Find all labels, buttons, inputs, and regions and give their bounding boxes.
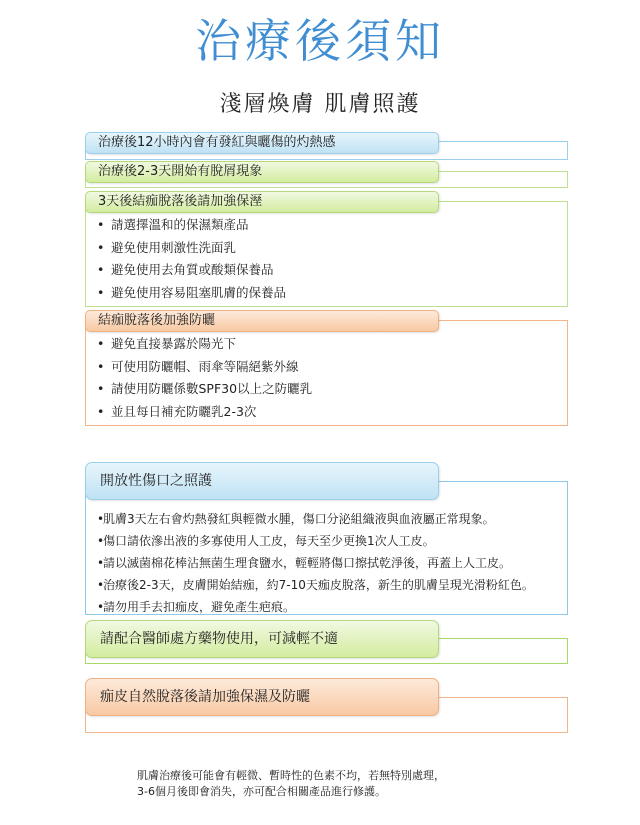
section-1-heading: 治療後12小時內會有發紅與曬傷的灼熱感 <box>85 132 439 154</box>
list-item: • 傷口請依滲出液的多寡使用人工皮，每天至少更換1次人工皮。 <box>97 530 534 552</box>
scab-care-note: 痂皮自然脫落後請加強保濕及防曬 <box>85 678 439 716</box>
footnote-line-1: 肌膚治療後可能會有輕微、暫時性的色素不均，若無特別處理， <box>137 769 445 782</box>
list-item: • 肌膚3天左右會灼熱發紅與輕微水腫，傷口分泌組織液與血液屬正常現象。 <box>97 508 534 530</box>
page-title: 治療後須知 <box>195 14 445 68</box>
footnote <box>137 768 445 800</box>
list-item: • 治療後2-3天，皮膚開始結痂，約7-10天痂皮脫落，新生的肌膚呈現光滑粉紅色。 <box>97 574 534 596</box>
list-item: • 避免直接暴露於陽光下 <box>97 333 312 356</box>
page-subtitle: 淺層煥膚 肌膚照護 <box>219 92 421 117</box>
section-2-heading: 治療後2-3天開始有脫屑現象 <box>85 161 439 183</box>
sunscreen-list <box>97 333 312 423</box>
list-item: • 可使用防曬帽、雨傘等隔絕紫外線 <box>97 356 312 379</box>
moisture-list <box>97 214 286 304</box>
list-item: • 避免使用刺激性洗面乳 <box>97 237 286 260</box>
list-item: • 請選擇溫和的保濕類產品 <box>97 214 286 237</box>
list-item: • 請勿用手去扣痂皮，避免產生疤痕。 <box>97 596 534 618</box>
list-item: • 避免使用容易阻塞肌膚的保養品 <box>97 282 286 305</box>
footnote-line-2: 3-6個月後即會消失，亦可配合相關產品進行修護。 <box>137 785 386 798</box>
wound-care-list <box>97 508 534 618</box>
list-item: • 避免使用去角質或酸類保養品 <box>97 259 286 282</box>
list-item: • 並且每日補充防曬乳2-3次 <box>97 401 312 424</box>
list-item: • 請以滅菌棉花棒沾無菌生理食鹽水，輕輕將傷口擦拭乾淨後，再蓋上人工皮。 <box>97 552 534 574</box>
wound-care-heading: 開放性傷口之照護 <box>85 462 439 500</box>
section-4-heading: 結痂脫落後加強防曬 <box>85 310 439 332</box>
medication-note: 請配合醫師處方藥物使用，可減輕不適 <box>85 620 439 658</box>
list-item: • 請使用防曬係數SPF30以上之防曬乳 <box>97 378 312 401</box>
section-3-heading: 3天後結痂脫落後請加強保溼 <box>85 191 439 213</box>
